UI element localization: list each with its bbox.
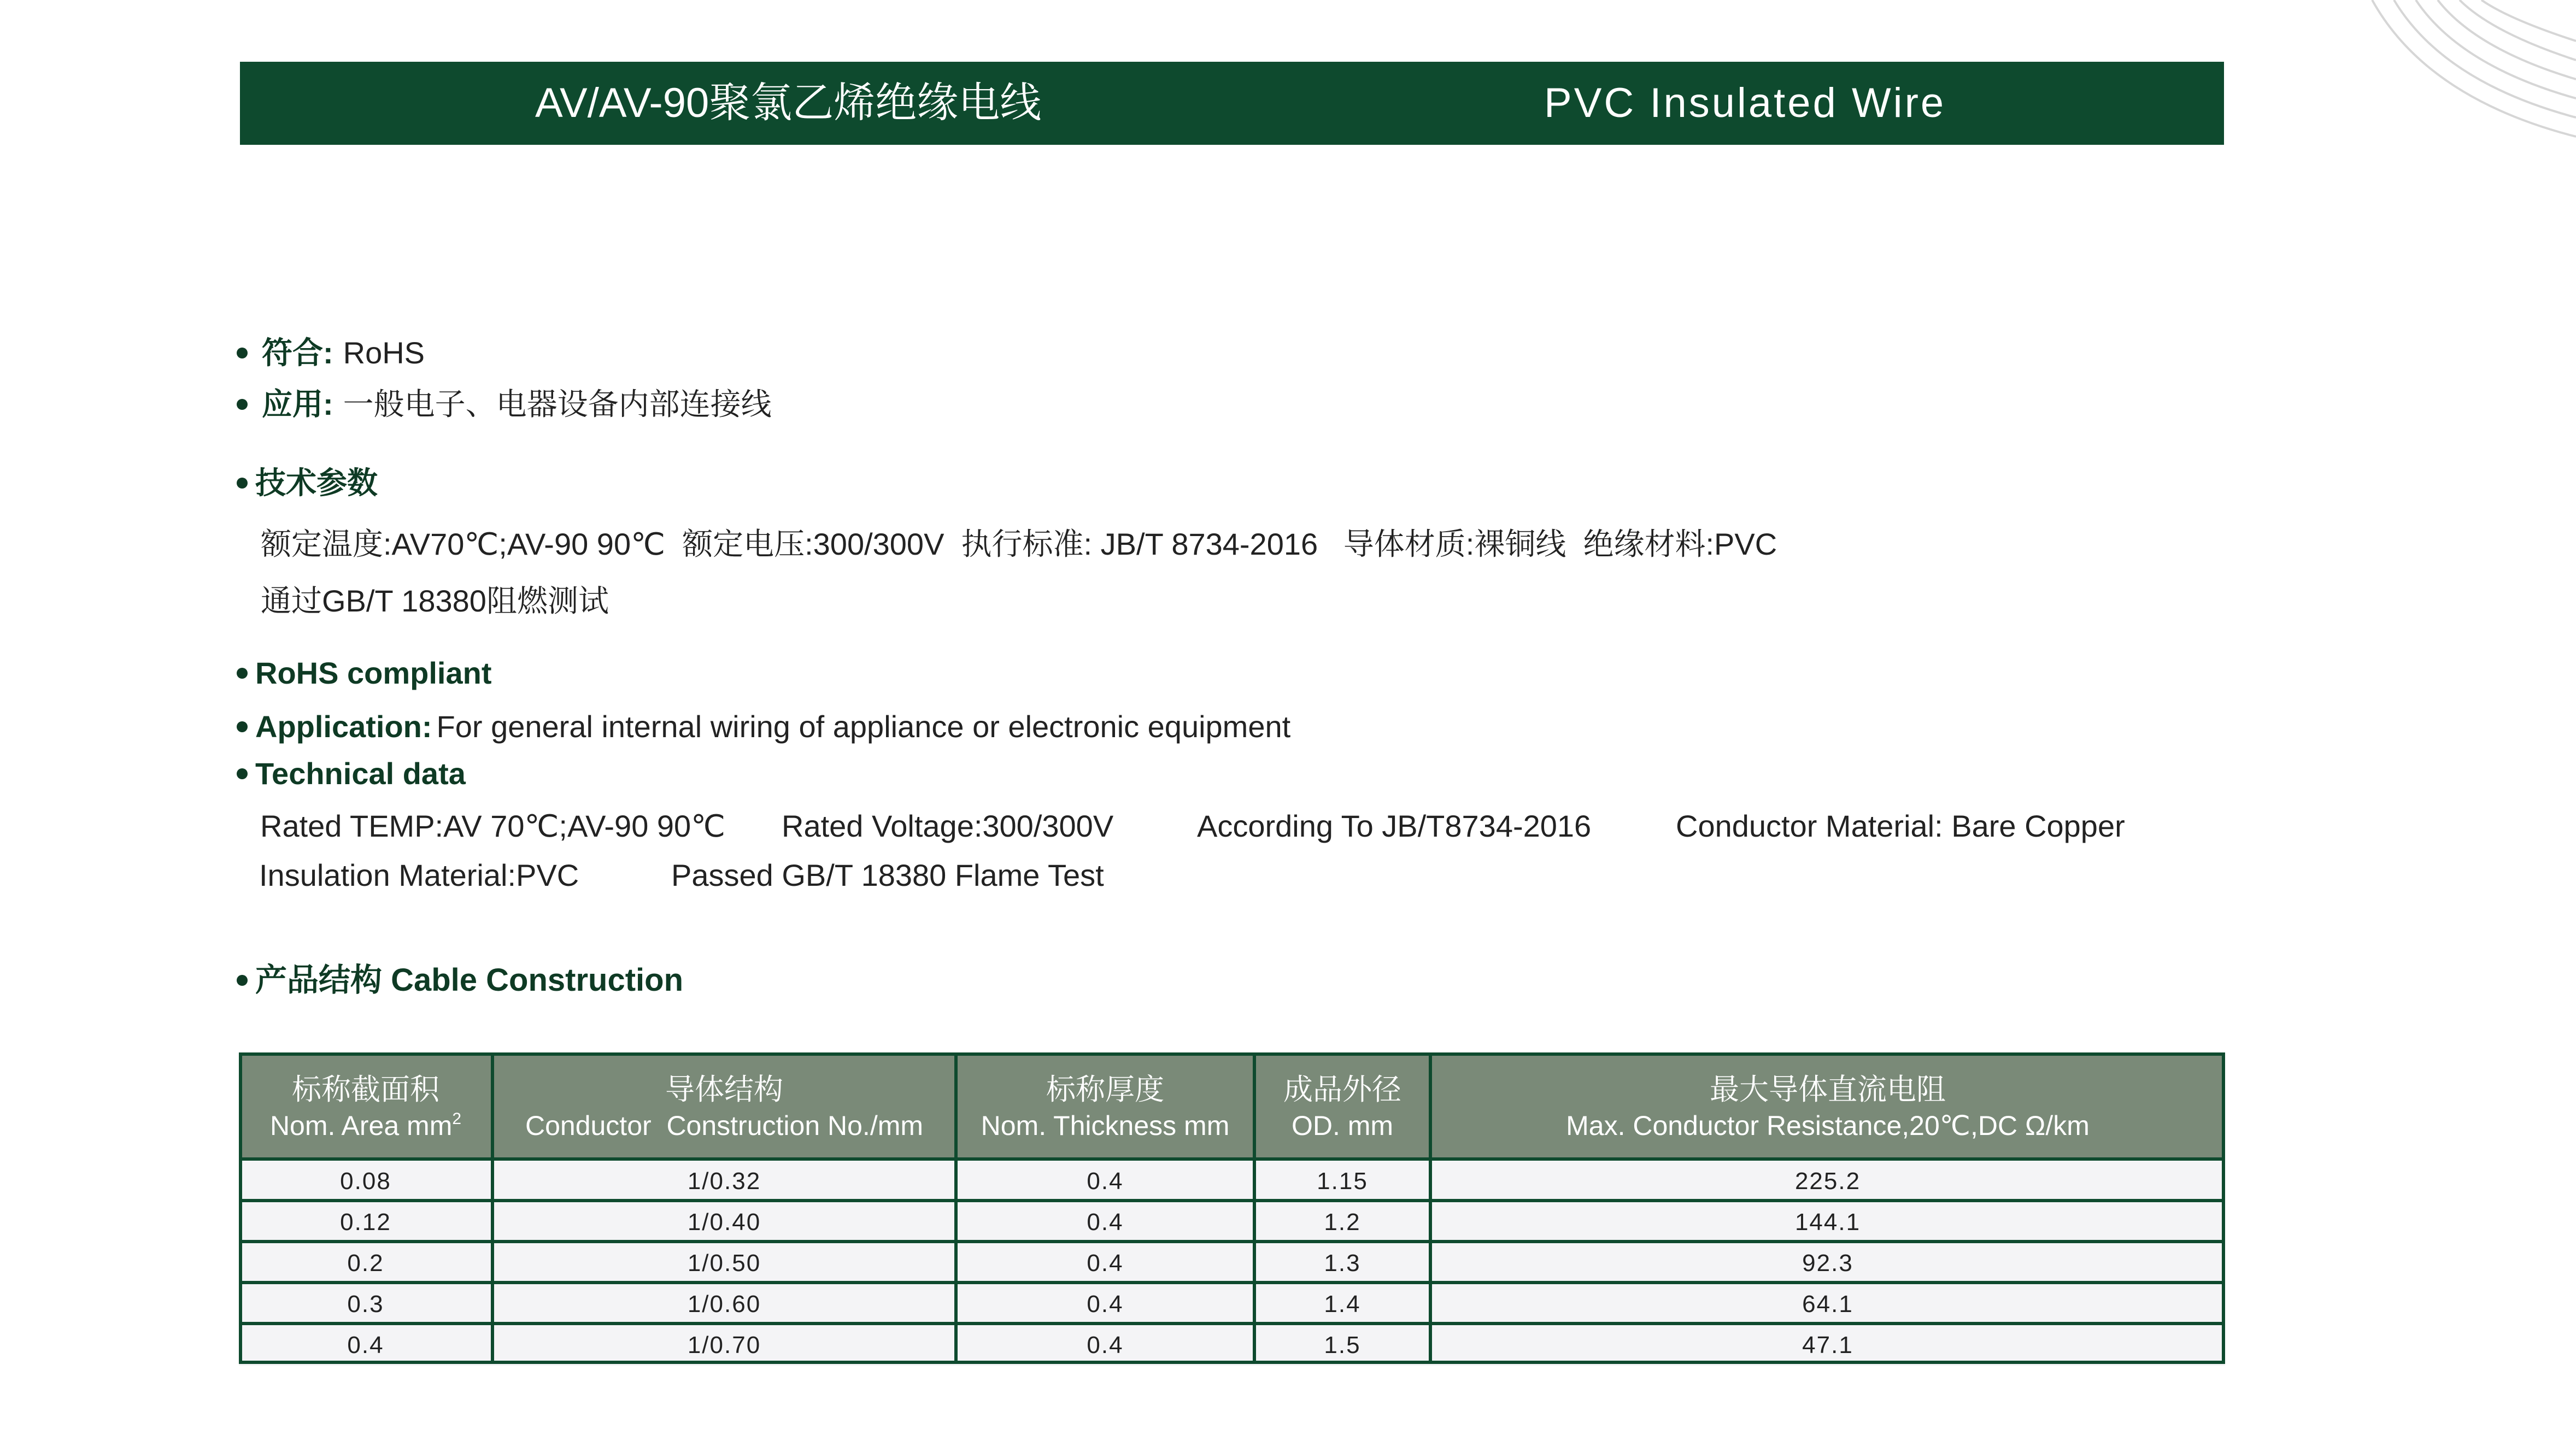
bullet-icon: [237, 768, 248, 779]
tech-en-heading-text: Technical data: [255, 756, 466, 791]
cell-area: 0.3: [347, 1291, 384, 1318]
flame-test: Passed GB/T 18380 Flame Test: [671, 858, 1104, 892]
conductor-material: Conductor Material: Bare Copper: [1676, 809, 2125, 843]
column-header-en: OD. mm: [1291, 1110, 1394, 1141]
column-header-en: Conductor Construction No./mm: [525, 1110, 924, 1141]
construction-heading: [237, 961, 683, 1000]
rated-voltage: Rated Voltage:300/300V: [782, 809, 1114, 843]
application-cn-line: [237, 385, 772, 424]
application-cn-value: 一般电子、电器设备内部连接线: [343, 387, 772, 421]
cell-area: 0.12: [340, 1209, 391, 1236]
bullet-icon: [237, 975, 248, 986]
column-header-en: Max. Conductor Resistance,20℃,DC Ω/km: [1566, 1110, 2090, 1141]
cell-area: 0.4: [347, 1332, 384, 1358]
application-cn-label: 应用:: [262, 387, 333, 421]
comply-value: RoHS: [343, 336, 425, 370]
comply-line: [237, 333, 425, 373]
superscript-2: 2: [452, 1110, 462, 1128]
cell-conductor: 1/0.70: [687, 1332, 761, 1358]
cell-resistance: 47.1: [1802, 1332, 1853, 1358]
application-en-value: For general internal wiring of appliance or electronic equipment: [436, 709, 1291, 744]
table-border: [239, 1052, 2225, 1364]
column-header-cn: 导体结构: [665, 1073, 783, 1106]
column-header-en-text: Nom. Area mm: [269, 1110, 453, 1141]
column-header-cn: 成品外径: [1283, 1073, 1401, 1106]
bullet-icon: [237, 348, 248, 358]
cell-area: 0.2: [347, 1250, 384, 1277]
application-en-label: Application:: [255, 709, 432, 744]
title-chinese: AV/AV-90聚氯乙烯绝缘电线: [535, 80, 1042, 126]
cell-od: 1.3: [1324, 1250, 1361, 1277]
cable-construction-table: [239, 1052, 2225, 1364]
tech-cn-heading: [237, 463, 378, 503]
tech-en-heading: [237, 754, 466, 793]
cell-resistance: 225.2: [1794, 1168, 1861, 1195]
column-header-cn: 标称厚度: [1046, 1073, 1164, 1106]
tech-cn-line-2: 通过GB/T 18380阻燃测试: [261, 584, 609, 618]
cell-thickness: 0.4: [1087, 1168, 1124, 1195]
cell-thickness: 0.4: [1087, 1332, 1124, 1358]
application-en-line: [237, 707, 1290, 746]
cell-resistance: 64.1: [1802, 1291, 1853, 1318]
bullet-icon: [237, 668, 248, 679]
tech-cn-line-1: 额定温度:AV70℃;AV-90 90℃ 额定电压:300/300V 执行标准: JB/T 8734-2016 导体材质:裸铜线 绝缘材料:PVC: [261, 527, 1777, 561]
cell-conductor: 1/0.32: [687, 1168, 761, 1195]
cell-thickness: 0.4: [1087, 1250, 1124, 1277]
tech-cn-heading-text: 技术参数: [255, 466, 378, 500]
rohs-compliant-line: [237, 654, 491, 693]
cell-thickness: 0.4: [1087, 1291, 1124, 1318]
bullet-icon: [237, 399, 248, 410]
cell-od: 1.15: [1317, 1168, 1368, 1195]
according-to-standard: According To JB/T8734-2016: [1197, 809, 1592, 843]
rated-temp: Rated TEMP:AV 70℃;AV-90 90℃: [260, 809, 726, 843]
cell-area: 0.08: [340, 1168, 391, 1195]
cell-resistance: 144.1: [1794, 1209, 1861, 1236]
title-bar: [240, 62, 2224, 145]
cell-od: 1.2: [1324, 1209, 1361, 1236]
construction-heading-text: 产品结构 Cable Construction: [255, 962, 684, 998]
column-header-cn: 标称截面积: [292, 1073, 439, 1106]
bullet-icon: [237, 721, 248, 732]
rohs-compliant-text: RoHS compliant: [255, 656, 492, 690]
title-english: PVC Insulated Wire: [1544, 80, 1946, 126]
column-header-cn: 最大导体直流电阻: [1710, 1073, 1946, 1106]
insulation-material: Insulation Material:PVC: [259, 858, 579, 892]
cell-resistance: 92.3: [1802, 1250, 1853, 1277]
cell-conductor: 1/0.40: [687, 1209, 761, 1236]
corner-watermark-decoration: [2361, 0, 2576, 142]
cell-od: 1.4: [1324, 1291, 1361, 1318]
cell-conductor: 1/0.60: [687, 1291, 761, 1318]
comply-label: 符合:: [262, 336, 333, 370]
cell-od: 1.5: [1324, 1332, 1361, 1358]
cell-conductor: 1/0.50: [687, 1250, 761, 1277]
cell-thickness: 0.4: [1087, 1209, 1124, 1236]
bullet-icon: [237, 478, 248, 489]
column-header-en: Nom. Thickness mm: [981, 1110, 1230, 1141]
